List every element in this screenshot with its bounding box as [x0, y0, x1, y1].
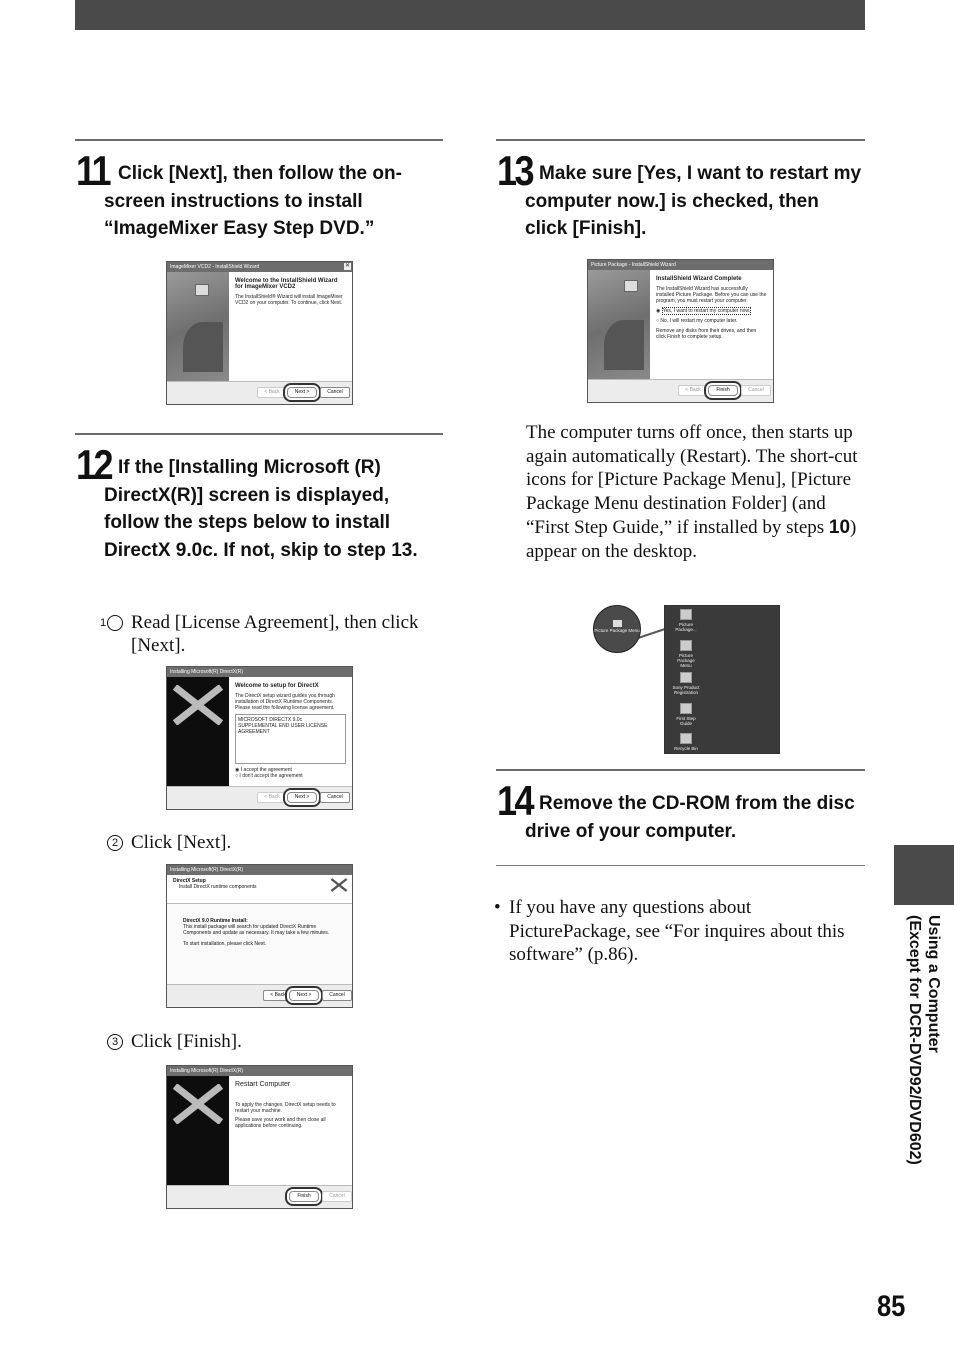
- step-number: 11: [76, 147, 110, 194]
- next-button[interactable]: Next >: [289, 990, 319, 1001]
- directx-restart-screenshot: Installing Microsoft(R) DirectX(R) Restart Computer To apply the changes, DirectX setup needs to restart your machine. Please save your work and then close all applications before continuing. Finish Cancel: [166, 1065, 353, 1209]
- recycle-bin-icon: [680, 733, 692, 744]
- folder-icon: [680, 609, 692, 620]
- back-button[interactable]: < Back: [257, 792, 287, 803]
- wizard-side-graphic: [588, 270, 650, 380]
- guide-icon: [680, 703, 692, 714]
- directx-logo-icon: [171, 1084, 225, 1124]
- divider: [496, 769, 865, 771]
- desktop-icon[interactable]: First Step Guide: [671, 703, 701, 726]
- close-icon: ✕: [344, 263, 351, 269]
- section-tab: [894, 845, 954, 905]
- divider: [496, 865, 865, 866]
- substep-2: 2 Click [Next].: [107, 832, 437, 855]
- step-heading: Remove the CD-ROM from the disc drive of your computer.: [525, 793, 855, 842]
- divider: [75, 433, 443, 435]
- cancel-button[interactable]: Cancel: [322, 990, 352, 1001]
- swoosh-graphic: [183, 322, 223, 372]
- desktop-screenshot: [664, 605, 780, 754]
- computer-icon: [624, 280, 638, 292]
- directx-logo-icon: [330, 878, 348, 892]
- next-button[interactable]: Next >: [287, 792, 317, 803]
- no-restart-radio[interactable]: ○ No, I will restart my computer later.: [656, 318, 738, 324]
- restart-paragraph: The computer turns off once, then starts up again automatically (Restart). The short-cut icons for [Picture Package Menu], [Picture Package Menu destination Folder] (and “First Step Guide,” if installed by steps 10) appear on the desktop.: [526, 422, 858, 562]
- back-button[interactable]: < Back: [257, 387, 287, 398]
- setup-header: DirectX Setup Install DirectX runtime components: [167, 875, 352, 904]
- header-bar: [75, 0, 865, 30]
- window-title: ImageMixer VCD2 - InstallShield Wizard ✕: [167, 262, 352, 272]
- desktop-icon[interactable]: Recycle Bin: [671, 733, 701, 751]
- section-label: Using a Computer (Except for DCR-DVD92/DVD602): [906, 915, 942, 1165]
- license-content: Welcome to setup for DirectX The DirectX setup wizard guides you through installation of DirectX Runtime Components. Please read the following license agreement. MICROSOFT DIRECTX 9.0c SUPPLEMENTAL END USER LICENSE AGREEMENT ◉ I accept the agreement ○ I don't accept the agreement: [229, 677, 352, 787]
- step-heading: Make sure [Yes, I want to restart my computer now.] is checked, then click [Finish].: [525, 163, 862, 239]
- cancel-button[interactable]: Cancel: [320, 792, 350, 803]
- setup-content: DirectX Setup Install DirectX runtime components DirectX 9.0 Runtime Install: This install package will search for updated DirectX Runtime Components and update as necessary. It may take a few minutes. To start installation, please click Next.: [167, 875, 352, 985]
- step-heading: Click [Next], then follow the on-screen instructions to install “ImageMixer Easy Step DVD.”: [104, 163, 402, 239]
- finish-button[interactable]: Finish: [289, 1191, 319, 1202]
- restart-content: Restart Computer To apply the changes, DirectX setup needs to restart your machine. Please save your work and then close all applications before continuing.: [229, 1076, 352, 1186]
- divider: [496, 139, 865, 141]
- directx-logo-icon: [171, 685, 225, 725]
- registration-icon: [680, 672, 692, 683]
- step-number: 13: [497, 147, 533, 194]
- back-button[interactable]: < Back: [678, 385, 708, 396]
- computer-icon: [195, 284, 209, 296]
- picture-package-icon: [613, 620, 622, 627]
- directx-license-screenshot: Installing Microsoft(R) DirectX(R) Welcome to setup for DirectX The DirectX setup wizard guides you through installation of DirectX Runtime Components. Please read the following license agreement. MICROSOFT DIRECTX 9.0c SUPPLEMENTAL END USER LICENSE AGREEMENT ◉ I accept the agreement ○ I don't accept the agreement < Back Next > Cancel: [166, 666, 353, 810]
- desktop-icon[interactable]: Picture Package Menu: [671, 640, 701, 668]
- page-number: 85: [877, 1290, 906, 1323]
- license-textbox[interactable]: MICROSOFT DIRECTX 9.0c SUPPLEMENTAL END USER LICENSE AGREEMENT: [235, 714, 346, 764]
- bullet-mark: •: [494, 897, 501, 918]
- button-bar: [167, 381, 352, 404]
- accept-radio[interactable]: ◉ I accept the agreement: [235, 767, 292, 773]
- desktop-icon[interactable]: Picture Package...: [671, 609, 701, 632]
- picture-package-icon: [680, 640, 692, 651]
- finish-button[interactable]: Finish: [708, 385, 738, 396]
- wizard-content: Welcome to the InstallShield Wizard for ImageMixer VCD2 The InstallShield® Wizard will install ImageMixer VCD2 on your computer. To continue, click Next.: [229, 272, 352, 382]
- step-heading: If the [Installing Microsoft (R) DirectX(R)] screen is displayed, follow the steps below to install DirectX 9.0c. If not, skip to step 13.: [104, 457, 418, 561]
- step-number: 14: [497, 777, 533, 824]
- back-button[interactable]: < Back: [263, 990, 293, 1001]
- zoomed-desktop-icon: Picture Package Menu: [593, 605, 641, 653]
- substep-1: 1 Read [License Agreement], then click [Next].: [99, 612, 419, 656]
- wizard-content: InstallShield Wizard Complete The InstallShield Wizard has successfully installed Picture Package. Before you can use the program, you must restart your computer. ◉ Yes, I want to restart my computer now. ○ No, I will restart my computer later. Remove any disks from their drives, and then click Finish to complete setup.: [650, 270, 773, 380]
- finish-wizard-screenshot: Picture Package - InstallShield Wizard InstallShield Wizard Complete The InstallShield Wizard has successfully installed Picture Package. Before you can use the program, you must restart your computer. ◉ Yes, I want to restart my computer now. ○ No, I will restart my computer later. Remove any disks from their drives, and then click Finish to complete setup. < Back Finish Cancel: [587, 259, 774, 403]
- installshield-screenshot: [166, 261, 353, 405]
- cancel-button[interactable]: Cancel: [322, 1191, 352, 1202]
- directx-side-graphic: [167, 677, 229, 787]
- desktop-icon[interactable]: Sony Product Registration: [671, 672, 701, 695]
- next-button[interactable]: Next >: [287, 387, 317, 398]
- cancel-button[interactable]: Cancel: [320, 387, 350, 398]
- cancel-button[interactable]: Cancel: [741, 385, 771, 396]
- wizard-side-graphic: [167, 272, 229, 382]
- decline-radio[interactable]: ○ I don't accept the agreement: [235, 773, 303, 779]
- yes-restart-radio[interactable]: ◉ Yes, I want to restart my computer now.: [656, 308, 751, 314]
- divider: [75, 139, 443, 141]
- substep-3: 3 Click [Finish].: [107, 1031, 437, 1054]
- step-number: 12: [76, 441, 112, 488]
- directx-setup-screenshot: Installing Microsoft(R) DirectX(R) DirectX Setup Install DirectX runtime components DirectX 9.0 Runtime Install: This install package will search for updated DirectX Runtime Components and update as necessary. It may take a few minutes. To start installation, please click Next. < Back Next > Cancel: [166, 864, 353, 1008]
- note-text: If you have any questions about PicturePackage, see “For inquires about this software” (p.86).: [509, 897, 845, 966]
- swoosh-graphic: [604, 320, 644, 370]
- directx-side-graphic: [167, 1076, 229, 1186]
